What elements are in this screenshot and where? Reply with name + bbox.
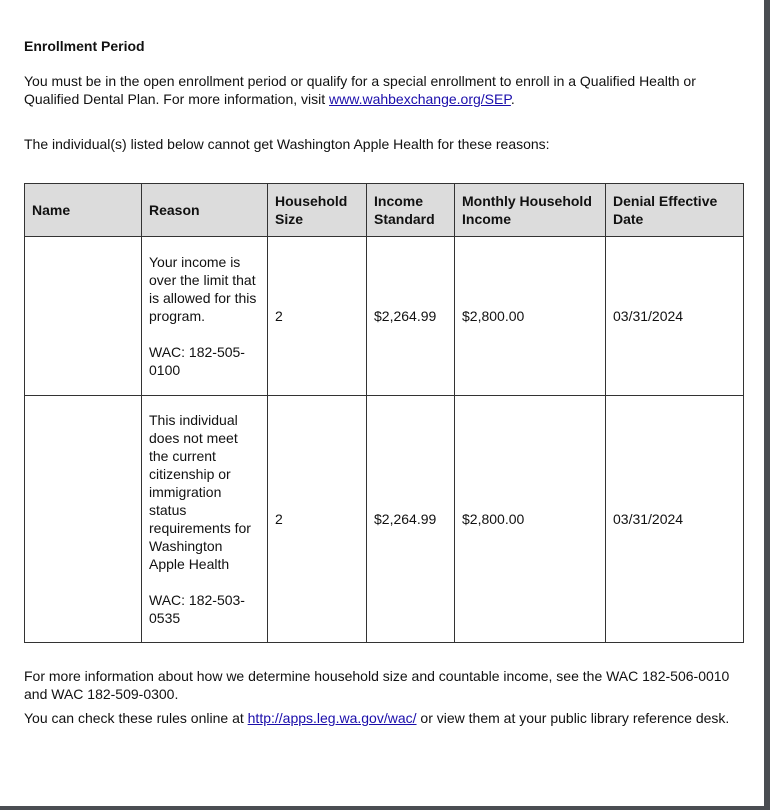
intro-paragraph: The individual(s) listed below cannot get Washington Apple Health for these reasons: <box>24 136 550 152</box>
footer-rules-text-end: or view them at your public library reference desk. <box>416 710 730 726</box>
header-household-size: Household Size <box>268 184 367 237</box>
cell-income-standard: $2,264.99 <box>367 396 455 643</box>
cell-reason <box>142 237 268 396</box>
enrollment-text: You must be in the open enrollment period or qualify for a special enrollment to enroll in a Qualified Health or Qualified Dental Plan. For more information, visit <box>24 73 696 107</box>
enrollment-period-heading: Enrollment Period <box>24 38 145 54</box>
cell-reason <box>142 396 268 643</box>
cell-denial-date: 03/31/2024 <box>606 396 744 643</box>
cell-household-size: 2 <box>268 396 367 643</box>
header-monthly-household-income: Monthly Household Income <box>455 184 606 237</box>
wac-link[interactable]: http://apps.leg.wa.gov/wac/ <box>247 710 417 726</box>
header-name: Name <box>25 184 142 237</box>
table-row <box>25 396 744 643</box>
header-reason: Reason <box>142 184 268 237</box>
denial-table <box>24 183 744 643</box>
cell-household-size: 2 <box>268 237 367 396</box>
cell-monthly-income: $2,800.00 <box>455 237 606 396</box>
reason-text: Your income is over the limit that is allowed for this program. <box>149 254 257 324</box>
reason-text: This individual does not meet the current citizenship or immigration status requirements for Washington Apple Health <box>149 412 251 572</box>
reason-wac: WAC: 182-503-0535 <box>149 592 245 626</box>
cell-name <box>25 396 142 643</box>
table-row <box>25 237 744 396</box>
footer-paragraph-rules <box>24 709 749 727</box>
table-header-row <box>25 184 744 237</box>
reason-wac: WAC: 182-505-0100 <box>149 344 245 378</box>
cell-name <box>25 237 142 396</box>
header-income-standard: Income Standard <box>367 184 455 237</box>
cell-denial-date: 03/31/2024 <box>606 237 744 396</box>
cell-income-standard: $2,264.99 <box>367 237 455 396</box>
enrollment-text-end: . <box>510 91 515 107</box>
enrollment-paragraph <box>24 72 739 108</box>
footer-paragraph-household: For more information about how we determine household size and countable income, see the WAC 182-506-0010 and WAC 182-509-0300. <box>24 668 730 702</box>
footer-rules-text: You can check these rules online at <box>24 710 248 726</box>
cell-monthly-income: $2,800.00 <box>455 396 606 643</box>
header-denial-effective-date: Denial Effective Date <box>606 184 744 237</box>
sep-link[interactable]: www.wahbexchange.org/SEP <box>329 91 511 107</box>
